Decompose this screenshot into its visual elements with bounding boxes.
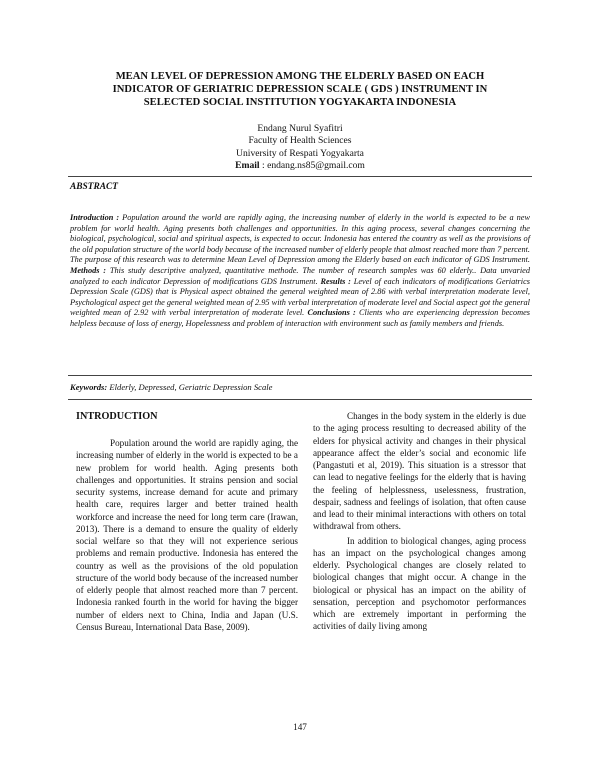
- introduction-heading: INTRODUCTION: [76, 411, 158, 422]
- left-column: [76, 437, 298, 633]
- left-paragraph: Population around the world are rapidly aging, the increasing number of elderly in the world is expected to be a new problem for world health. Aging presents both challenges and opportunities. It strains pension and social security systems, increase demand for acute and primary health care, requires larger and better trained health workforce and increase the need for long term care (Irawan, 2013). There is a demand to ensure the quality of elderly social welfare so that they will not experience serious problems and remain productive. Indonesia has entered the country as well as the provisions of the old population structure of the world body because of the increased number of elderly people that almost reached more than 7 percent. Indonesia ranked fourth in the world for having the bigger number of elders next to China, India and Japan (U.S. Census Bureau, International Data Base, 2009).: [76, 438, 298, 632]
- intro-label: Introduction :: [70, 213, 120, 222]
- abstract-heading: ABSTRACT: [70, 182, 118, 192]
- divider-bottom: [68, 399, 532, 400]
- intro-text: Population around the world are rapidly aging, the increasing number of elderly in the world is expected to be a new problem for world health. Aging presents both challenges and opportunities. In this aging process, several changes concerning the biological, psychological, social and spiritual aspects, is expected to occur. Indonesia has entered the country as well as the provisions of the old population structure of the world body because of the increased number of elderly people that almost reached more than 7 percent. The purpose of this research was to determine Mean Level of Depression among the Elderly based on each indicator of GDS Instrument.: [70, 213, 531, 265]
- author-name: Endang Nurul Syafitri: [257, 123, 343, 134]
- title-line: INDICATOR OF GERIATRIC DEPRESSION SCALE ( GDS ) INSTRUMENT IN: [112, 84, 488, 96]
- conclusions-text: Clients who are experiencing depression becomes helpless because of loss of energy, Hopelessness and problem of interaction with environment such as family members and friends.: [70, 308, 531, 328]
- keywords-text: Elderly, Depressed, Geriatric Depression Scale: [107, 382, 273, 392]
- author-email: [150, 160, 450, 172]
- author-university: University of Respati Yogyakarta: [236, 147, 364, 159]
- author-faculty: Faculty of Health Sciences: [248, 135, 352, 147]
- conclusions-label: Conclusions :: [307, 308, 356, 318]
- methods-text: This study descriptive analyzed, quantitative methode. The number of research samples was 60 elderly.. Data unvaried analyzed to each indicator Depression of modifications GDS Instrument.: [70, 265, 530, 286]
- title-line: MEAN LEVEL OF DEPRESSION AMONG THE ELDERLY BASED ON EACH: [115, 71, 485, 82]
- page-number: 147: [293, 722, 307, 732]
- right-paragraph-2: In addition to biological changes, aging process has an impact on the psychological changes among elderly. Psychological changes are closely related to biological changes that might occur. A change in the biological or physical has an impact on the ability of sensation, perception and psychomotor performances which are extremely important in performing the activities of daily living among: [313, 535, 526, 632]
- methods-label: Methods :: [70, 265, 107, 275]
- keywords-label: Keywords:: [70, 382, 108, 392]
- right-paragraph-1: Changes in the body system in the elderly is due to the aging process resulting to decreased ability of the elders for physical activity and changes in their physical appearance affect the elder’s social and economic life (Pangastuti et al, 2019). This situation is a stressor that can lead to negative feelings for the elderly that is having the feeling of helplessness, uselessness, frustration, despair, sadness and feelings of isolation, that often cause and lead to their minimal interactions with others on total withdrawal from others.: [313, 411, 526, 532]
- right-column: [313, 410, 526, 633]
- results-label: Results :: [320, 276, 351, 286]
- author-block: [150, 123, 450, 173]
- keywords: [70, 382, 273, 392]
- email-label: Email: [235, 160, 260, 172]
- paper-title: [70, 70, 530, 110]
- title-line: SELECTED SOCIAL INSTITUTION YOGYAKARTA INDONESIA: [143, 97, 457, 109]
- email-value: : endang.ns85@gmail.com: [259, 160, 365, 172]
- results-text: Level of each indicators of modifications Geriatrics Depression Scale (GDS) that is Physical aspect obtained the general weighted mean of 2.86 with verbal interpretation moderate level, Psychological aspect get the general weighted mean of 2.95 with verbal interpretation of moderate level and Social aspect got the general weighted mean of 2.92 with verbal interpretation of moderate level.: [70, 276, 531, 318]
- divider-top: [68, 176, 532, 177]
- abstract-body: [70, 213, 530, 330]
- divider-middle: [68, 375, 532, 376]
